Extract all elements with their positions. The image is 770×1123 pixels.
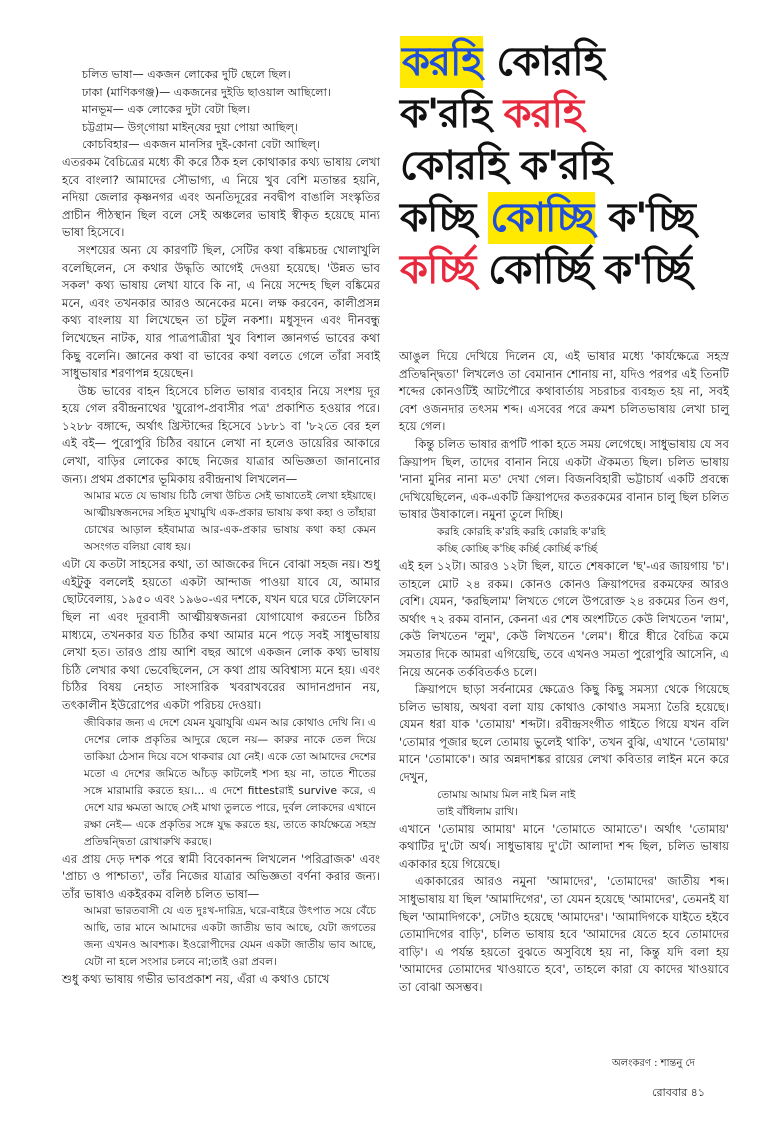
block-quote: আমরা ভারতবাসী যে এত দুঃখ-দারিদ্র, ঘরে-বাইরে উৎপাত সয়ে বেঁচে আছি, তার মানে আমাদের একটা জাতীয় ভাব আছে, যেটা জগতের জন্য এখনও আবশ্যক। ইওরোপীদের যেমন একটা জাতীয় ভাব আছে, যেটা না হলে সংসার চলবে না;তাই ওরা প্রবল। bbox=[84, 905, 376, 969]
paragraph: উচ্চ ভাবের বাহন হিসেবে চলিত ভাষার ব্যবহার নিয়ে সংশয় দূর হয়ে গেল রবীন্দ্রনাথের 'য়ুরোপ-প্রবাসীর পত্র' প্রকাশিত হওয়ার পরে। ১২৮৮ বঙ্গাব্দে, অর্থাৎ খ্রিস্টাব্দের হিসেবে ১৮৮১ বা '৮২তে বের হল এই বই— পুরোপুরি চিঠির বয়ানে লেখা না হলেও ডায়েরির আকারে লেখা, বাড়ির লোকের কাছে নিজের যাত্রার অভিজ্ঞতা জানানোর জন্য। প্রথম প্রকাশের ভূমিকায় রবীন্দ্রনাথ লিখলেন— bbox=[62, 383, 380, 486]
illustration-row bbox=[400, 244, 691, 296]
verse-line: তাই বাঁধিলাম রাখি। bbox=[437, 805, 518, 818]
illustration-credit: অলংকরণ : শান্তনু দে bbox=[612, 1058, 695, 1069]
paragraph: এই হল ১২টা। আরও ১২টা ছিল, যাতে শেষকালে 'ছ'-এর জায়গায় 'চ'। তাহলে মোট ২৪ রকম। কোনও কোনও ক্রিয়াপদের রকমফের আরও বেশি। যেমন, 'করছিলাম' লিখতে গেলে উপরোক্ত ২৪ রকমের তিন গুণ, অর্থাৎ ৭২ রকম বানান, কেননা এর শেষ অংশটিতে কেউ লিখতেন 'লাম', কেউ লিখতেন 'লুম', কেউ লিখতেন 'লেম'। ধীরে ধীরে বৈচিত্র কমে সমতার দিকে আমরা এগিয়েছি, তবে এখনও সমতা পুরোপুরি আসেনি, এ নিয়ে অনেক তর্কবিতর্কও চলে। bbox=[399, 558, 729, 679]
illustration-word: কোরহি ক'রহি bbox=[400, 143, 611, 189]
illustration-row bbox=[400, 192, 695, 244]
paragraph: এর প্রায় দেড় দশক পরে স্বামী বিবেকানন্দ লিখলেন 'পরিব্রাজক' এবং 'প্রাচ্য ও পাশ্চাত্য', তাঁর নিজের যাত্রার অভিজ্ঞতা বর্ণনা করার জন্য। তাঁর ভাষাও একইরকম বলিষ্ঠ চলিত ভাষা— bbox=[62, 851, 380, 901]
dialect-example: কোচবিহার— একজন মানসির দুই-কোনা বেটা আছিল্‌। bbox=[82, 138, 320, 152]
dialect-example: চট্টগ্রাম— উগ্‌গোয়া মাইন্‌ষের দুয়া পোয়া আছিল্‌। bbox=[82, 120, 299, 134]
paragraph: ক্রিয়াপদে ছাড়া সর্বনামের ক্ষেত্রেও কিছু কিছু সমস্যা থেকে গিয়েছে চলিত ভাষায়, অথবা বলা যায় কোথাও কোথাও সমস্যা তৈরি হয়েছে। যেমন ধরা যাক 'তোমায়' শব্দটা। রবীন্দ্রসংগীত গাইতে গিয়ে যখন বলি 'তোমার পূজার ছলে তোমায় ভুলেই থাকি', তখন বুঝি, এখানে 'তোমায়' মানে 'তোমাকে'। আর অন্নদাশঙ্কর রায়ের লেখা কবিতার লাইন মনে করে দেখুন, bbox=[399, 682, 729, 785]
block-quote: জীবিকার জন্য এ দেশে যেমন যুঝাযুঝি এমন আর কোথাও দেখি নি। এ দেশের লোক প্রকৃতির আদুরে ছেলে নয়— কারুর নাকে তেল দিয়ে তাকিয়া ঠেসান দিয়ে বসে থাকবার যো নেই। একে তো আমাদের দেশের মতো এ দেশের জমিতে আঁচড় কাটলেই শস্য হয় না, তাতে শীতের সঙ্গে মারামারি করতে হয়।... এ দেশে fittestরাই survive করে, এ দেশে যার ক্ষমতা আছে সেই মাথা তুলতে পারে, দুর্বল লোকদের এখানে রক্ষা নেই— একে প্রকৃতির সঙ্গে যুদ্ধ করতে হয়, তাতে কার্যক্ষেত্রে সহস্র প্রতিদ্বন্দ্বিতা রোখারুখি করছে। bbox=[84, 716, 376, 848]
verse-line: করহি কোরহি ক'রহি করহি কোরহি ক'রহি bbox=[437, 525, 606, 538]
dialect-example: চলিত ভাষা— একজন লোকের দুটি ছেলে ছিল। bbox=[82, 68, 291, 81]
illustration-word: কোর্চ্ছি ক'র্চ্ছি bbox=[475, 247, 691, 293]
illustration-word: কোচ্ছি bbox=[488, 192, 595, 244]
left-column bbox=[62, 66, 380, 989]
block-quote: আমার মতে যে ভাষায় চিঠি লেখা উচিত সেই ভাষাতেই লেখা হইয়াছে। আত্মীয়স্বজনদের সহিত মুখামুখি এক-প্রকার ভাষায় কথা কহা ও তাঁহারা চোখের আড়াল হইবামাত্র আর-এক-প্রকার ভাষায় কথা কহা কেমন অসংগত বলিয়া বোধ হয়। bbox=[84, 490, 376, 554]
illustration-word: কর্চ্ছি bbox=[400, 247, 476, 293]
page-footer: রোববার ৪১ bbox=[652, 1086, 705, 1099]
illustration-row bbox=[400, 140, 611, 192]
paragraph: শুধু কথ্য ভাষায় গভীর ভাবপ্রকাশ নয়, এঁরা এ কথাও চোখে bbox=[62, 972, 330, 987]
title-illustration bbox=[400, 36, 740, 298]
paragraph: এতরকম বৈচিত্রের মধ্যে কী করে ঠিক হল কোথাকার কথ্য ভাষায় লেখা হবে বাংলা? আমাদের সৌভাগ্য, এ নিয়ে খুব বেশি মতান্তর হয়নি, নদিয়া জেলার কৃষ্ণনগর এবং অনতিদূরের নবদ্বীপ বাঙালি সংস্কৃতির প্রাচীন পীঠস্থান ছিল বলে সেই অঞ্চলের ভাষাই স্বীকৃত হয়েছে মান্য ভাষা হিসেবে। bbox=[62, 154, 380, 240]
illustration-word: করহি bbox=[400, 36, 483, 88]
dialect-example: মানভূম— এক লোকের দুটা বেটা ছিল। bbox=[82, 103, 251, 117]
illustration-word: কোরহি bbox=[483, 39, 604, 85]
illustration-word: ক'রহি bbox=[400, 91, 504, 137]
illustration-word: কচ্ছি bbox=[400, 195, 489, 241]
illustration-row bbox=[400, 88, 583, 140]
paragraph: সংশয়ের অন্য যে কারণটি ছিল, সেটির কথা বঙ্কিমচন্দ্র খোলাখুলি বলেছিলেন, সে কথার উদ্ধৃতি আগেই দেওয়া হয়েছে। 'উন্নত ভাব সকল' কথ্য ভাষায় লেখা যাবে কি না, এ নিয়ে সন্দেহ ছিল বঙ্কিমের মনে, এবং তখনকার আরও অনেকের মনে। লক্ষ করবেন, কালীপ্রসন্ন কথ্য বাংলায় যা লিখেছেন তা চটুল নকশা। মধুসূদন এবং দীনবন্ধু লিখেছেন নাটক, যার পাত্রপাত্রীরা খুব বিশাল জ্ঞানগর্ভ ভাবের কথা কিছু বলেনি। জ্ঞানের কথা বা ভাবের কথা বলতে গেলে তাঁরা সবাই সাধুভাষার শরণাপন্ন হয়েছেন। bbox=[62, 242, 380, 381]
right-column bbox=[399, 348, 729, 997]
paragraph: এটা যে কতটা সাহসের কথা, তা আজকের দিনে বোঝা সহজ নয়। শুধু এইটুকু বললেই হয়তো একটা আন্দাজ পাওয়া যাবে যে, আমার ছোটবেলায়, ১৯৫০ এবং ১৯৬০-এর দশকে, যখন ঘরে ঘরে টেলিফোন ছিল না এবং দূরবাসী আত্মীয়স্বজনরা যোগাযোগ করতেন চিঠির মাধ্যমে, তখনকার যত চিঠির কথা আমার মনে পড়ে সবই সাধুভাষায় লেখা হত। তারও প্রায় আশি বছর আগে একজন লোক কথ্য ভাষায় চিঠি লেখার কথা ভেবেছিলেন, সে কথা প্রায় অবিশ্বাস্য মনে হয়। এবং চিঠির বিষয় নেহাত সাংসারিক খবরাখবরের আদানপ্রদান নয়, তৎকালীন ইউরোপের একটা পরিচয় দেওয়া। bbox=[62, 557, 380, 712]
dialect-example: ঢাকা (মাণিকগঞ্জ)— একজনের দুইডি ছাওয়াল আছিলো। bbox=[82, 85, 331, 99]
paragraph: আঙুল দিয়ে দেখিয়ে দিলেন যে, এই ভাষার মধ্যে 'কার্যক্ষেত্রে সহস্র প্রতিদ্বন্দ্বিতা' লিখলেও তা বেমানান শোনায় না, যদিও পরপর এই তিনটি শব্দের কোনওটিই আটপৌরে কথাবার্তায় সচরাচর ব্যবহৃত হয় না, সবই বেশ ওজনদার তৎসম শব্দ। এসবের পরে ক্রমশ চলিতভাষায় লেখা চালু হয়ে গেল। bbox=[399, 349, 729, 434]
illustration-row bbox=[400, 36, 604, 88]
paragraph: একাকারের আরও নমুনা 'আমাদের', 'তোমাদের' জাতীয় শব্দ। সাধুভাষায় যা ছিল 'আমাদিগের', তা যেমন হয়েছে 'আমাদের', তেমনই যা ছিল 'আমাদিগকে', সেটাও হয়েছে 'আমাদের'। 'আমাদিগকে যাইতে হইবে তোমাদিগের বাড়ি', চলিত ভাষায় হবে 'আমাদের যেতে হবে তোমাদের বাড়ি'। এ পর্যন্ত হয়তো বুঝতে অসুবিধে হয় না, কিন্তু যদি বলা হয় 'আমাদের তোমাদের খাওয়াতে হবে', তাহলে কারা যে কাদের খাওয়াবে তা বোঝা অসম্ভব। bbox=[399, 874, 729, 994]
illustration-word: ক'চ্ছি bbox=[595, 195, 695, 241]
illustration-word: করহি bbox=[503, 91, 584, 137]
paragraph: এখানে 'তোমায় আমায়' মানে 'তোমাতে আমাতে'। অর্থাৎ 'তোমায়' কথাটির দু'টো অর্থ। সাধুভাষায় দু'টো আলাদা শব্দ ছিল, চলিত ভাষায় একাকার হয়ে গিয়েছে। bbox=[399, 821, 729, 871]
paragraph: কিন্তু চলিত ভাষার রূপটি পাকা হতে সময় লেগেছে। সাধুভাষায় যে সব ক্রিয়াপদ ছিল, তাদের বানান নিয়ে একটা ঐকমত্য ছিল। চলিত ভাষায় 'নানা মুনির নানা মত' দেখা গেল। বিজনবিহারী ভট্টাচার্য একটি প্রবন্ধে দেখিয়েছিলেন, এক-একটি ক্রিয়াপদের কতরকমের বানান চালু ছিল চলিত ভাষার উষাকালে। নমুনা তুলে দিচ্ছি। bbox=[399, 436, 729, 522]
verse-line: তোমায় আমায় মিল নাই মিল নাই bbox=[437, 788, 576, 801]
verse-line: কচ্ছি কোচ্ছি ক'চ্ছি কর্চ্ছি কোর্চ্ছি ক'র্চ্ছি bbox=[437, 542, 598, 555]
